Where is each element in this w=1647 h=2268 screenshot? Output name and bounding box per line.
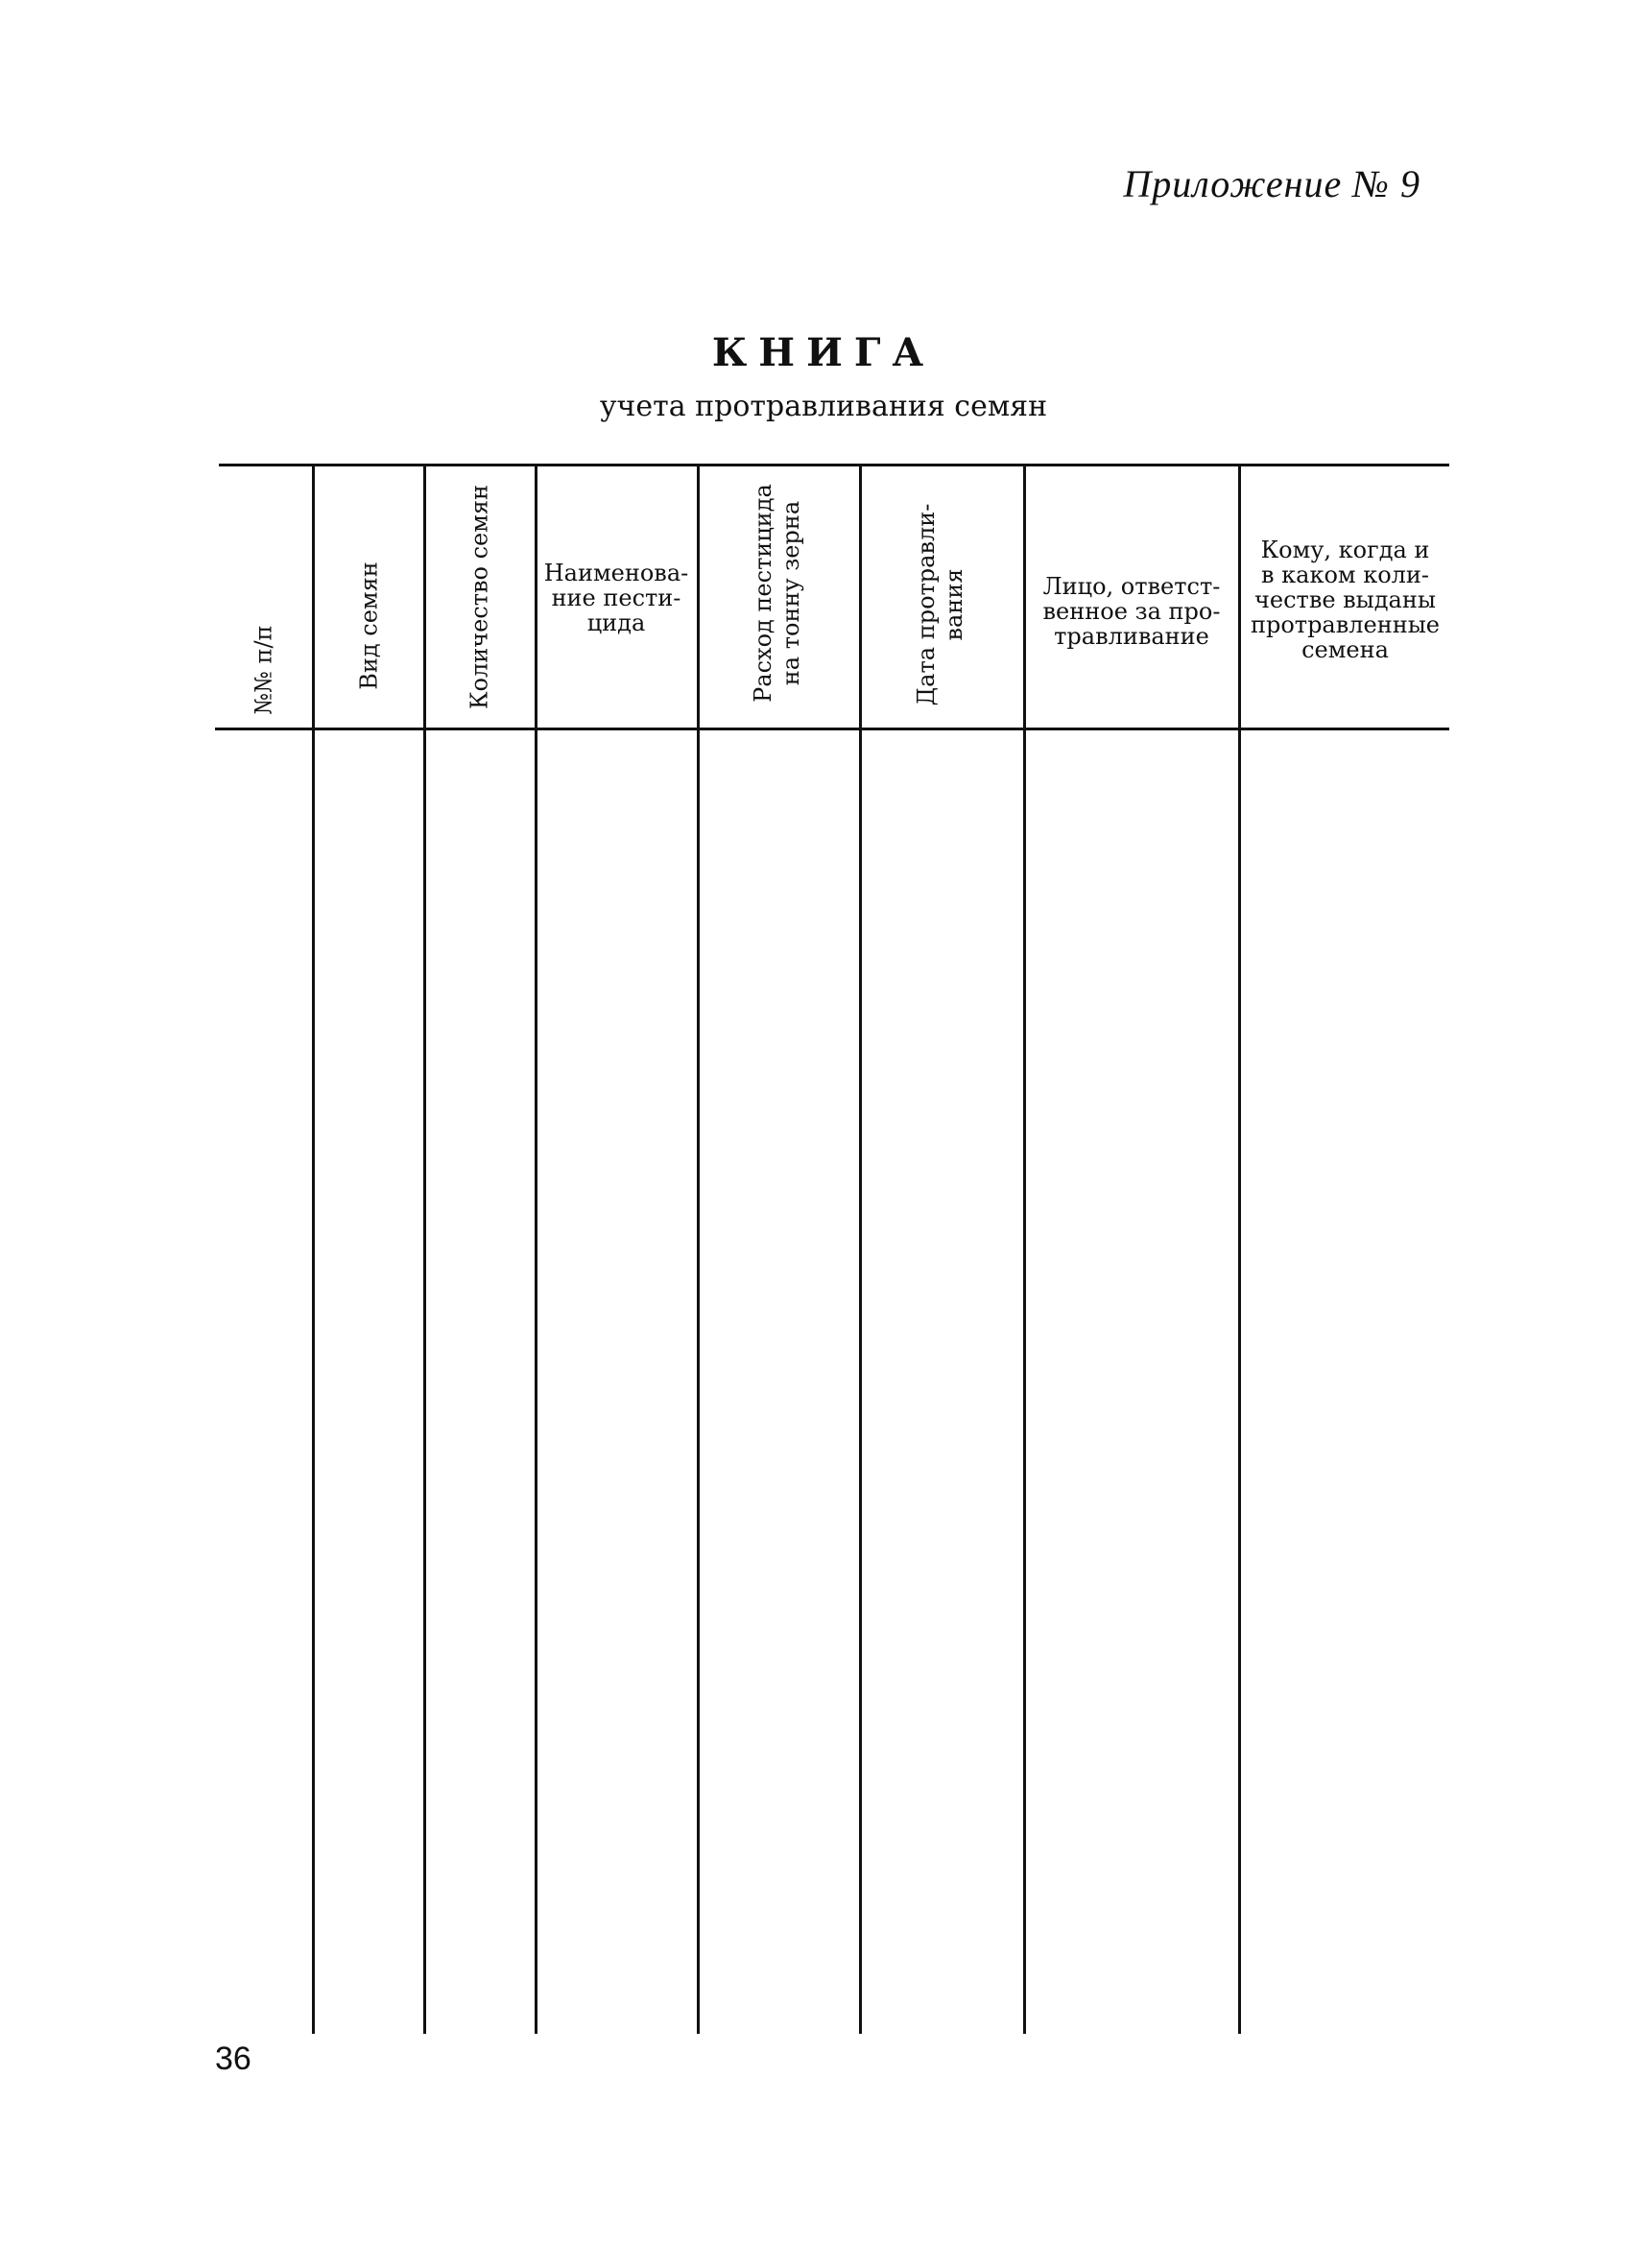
- column-divider: [423, 466, 426, 2034]
- document-title: КНИГА: [711, 330, 936, 375]
- column-header-issued-to: Кому, когда и в каком коли- честве выданы протравленные семена: [1250, 537, 1440, 663]
- document-subtitle: учета протравливания семян: [599, 390, 1048, 423]
- column-header-seed-quantity: Количество семян: [465, 484, 493, 710]
- column-divider: [1023, 466, 1026, 2034]
- column-header-pesticide-name: Наименова- ние пести- цида: [543, 560, 689, 636]
- column-header-seed-type: Вид семян: [355, 561, 383, 690]
- column-divider: [697, 466, 700, 2034]
- column-divider: [312, 466, 315, 2034]
- page-number: 36: [215, 2041, 251, 2077]
- column-header-treatment-date: Дата протравли- вания: [913, 503, 967, 706]
- column-header-pesticide-rate: Расход пестицида на тонну зерна: [750, 484, 804, 703]
- header-bottom-rule: [215, 728, 1449, 730]
- column-divider: [535, 466, 537, 2034]
- column-divider: [1238, 466, 1241, 2034]
- column-header-row-number: №№ п/п: [250, 625, 277, 715]
- column-divider: [859, 466, 862, 2034]
- column-header-responsible-person: Лицо, ответст- венное за про- травливание: [1042, 573, 1221, 650]
- appendix-label: Приложение № 9: [1123, 162, 1420, 205]
- table-top-rule: [219, 464, 1449, 466]
